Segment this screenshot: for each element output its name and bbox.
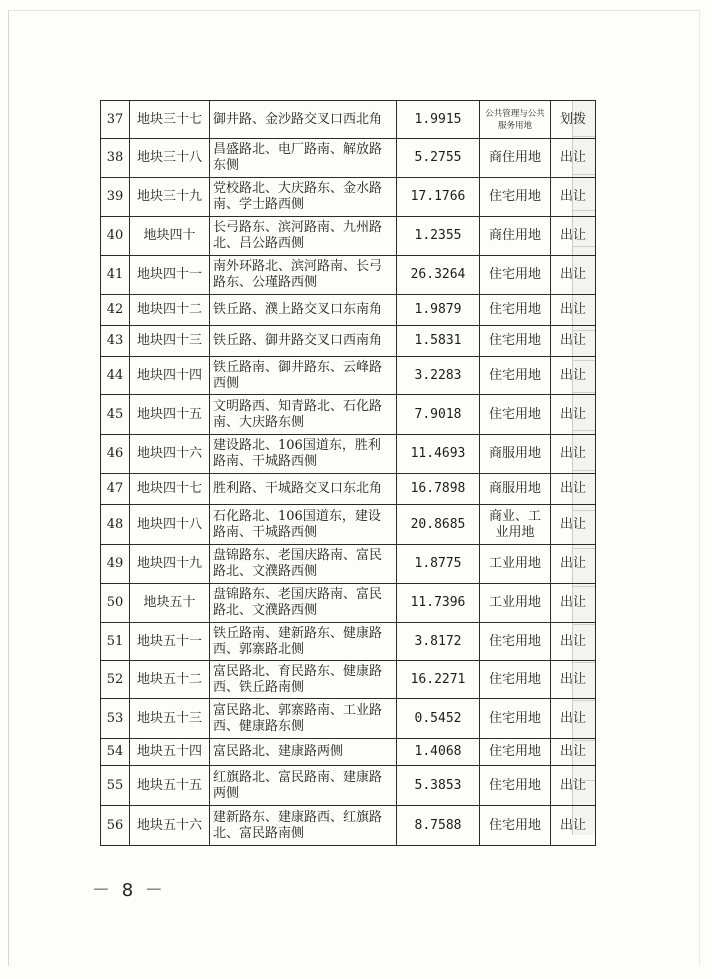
row-number: 47	[101, 474, 130, 505]
supply-method: 出让	[551, 699, 596, 739]
land-use: 住宅用地	[480, 256, 551, 295]
land-use: 住宅用地	[480, 806, 551, 846]
row-number: 40	[101, 217, 130, 256]
plot-name: 地块四十四	[130, 357, 210, 395]
plot-area: 3.8172	[397, 623, 480, 661]
supply-method: 出让	[551, 584, 596, 623]
row-number: 53	[101, 699, 130, 739]
plot-location: 胜利路、干城路交叉口东北角	[210, 474, 397, 505]
plot-name: 地块五十	[130, 584, 210, 623]
plot-location: 盘锦路东、老国庆路南、富民路北、文濮路西侧	[210, 545, 397, 584]
supply-method: 出让	[551, 739, 596, 766]
row-number: 42	[101, 295, 130, 326]
land-use: 商服用地	[480, 474, 551, 505]
table-row	[101, 766, 596, 806]
land-use: 住宅用地	[480, 395, 551, 435]
land-use: 工业用地	[480, 545, 551, 584]
plot-area: 5.3853	[397, 766, 480, 806]
table-row	[101, 178, 596, 217]
plot-location: 御井路、金沙路交叉口西北角	[210, 101, 397, 139]
table-row	[101, 545, 596, 584]
row-number: 39	[101, 178, 130, 217]
plot-area: 11.7396	[397, 584, 480, 623]
land-use: 公共管理与公共服务用地	[480, 101, 551, 139]
plot-area: 16.2271	[397, 661, 480, 699]
table-row	[101, 395, 596, 435]
plot-name: 地块四十八	[130, 505, 210, 545]
table-row	[101, 139, 596, 178]
land-use: 商服用地	[480, 435, 551, 474]
land-use: 住宅用地	[480, 295, 551, 326]
table-row	[101, 326, 596, 357]
plot-area: 5.2755	[397, 139, 480, 178]
plot-area: 1.9879	[397, 295, 480, 326]
plot-location: 文明路西、知青路北、石化路南、大庆路东侧	[210, 395, 397, 435]
table-row	[101, 357, 596, 395]
table-row	[101, 739, 596, 766]
plot-location: 建设路北、106国道东，胜利路南、干城路西侧	[210, 435, 397, 474]
plot-area: 26.3264	[397, 256, 480, 295]
plot-location: 长弓路东、滨河路南、九州路北、吕公路西侧	[210, 217, 397, 256]
table-row	[101, 505, 596, 545]
row-number: 50	[101, 584, 130, 623]
land-use: 住宅用地	[480, 326, 551, 357]
row-number: 41	[101, 256, 130, 295]
supply-method: 出让	[551, 505, 596, 545]
land-use: 住宅用地	[480, 661, 551, 699]
table-row	[101, 256, 596, 295]
supply-method: 出让	[551, 357, 596, 395]
supply-method: 出让	[551, 217, 596, 256]
table-row	[101, 217, 596, 256]
plot-location: 铁丘路、御井路交叉口西南角	[210, 326, 397, 357]
page-number: － 8 －	[92, 880, 166, 901]
plot-name: 地块五十五	[130, 766, 210, 806]
plot-area: 1.8775	[397, 545, 480, 584]
land-use: 商住用地	[480, 217, 551, 256]
plot-location: 铁丘路南、御井路东、云峰路西侧	[210, 357, 397, 395]
table-row	[101, 474, 596, 505]
plot-name: 地块三十九	[130, 178, 210, 217]
plot-area: 1.5831	[397, 326, 480, 357]
table-row	[101, 623, 596, 661]
plot-location: 南外环路北、滨河路南、长弓路东、公瑾路西侧	[210, 256, 397, 295]
row-number: 54	[101, 739, 130, 766]
land-use: 商住用地	[480, 139, 551, 178]
row-number: 44	[101, 357, 130, 395]
row-number: 38	[101, 139, 130, 178]
land-use: 住宅用地	[480, 623, 551, 661]
table-row	[101, 806, 596, 846]
land-use: 住宅用地	[480, 699, 551, 739]
row-number: 52	[101, 661, 130, 699]
row-number: 48	[101, 505, 130, 545]
plot-name: 地块五十六	[130, 806, 210, 846]
plot-name: 地块三十八	[130, 139, 210, 178]
supply-method: 出让	[551, 806, 596, 846]
table-row	[101, 295, 596, 326]
table-row	[101, 584, 596, 623]
table-row	[101, 661, 596, 699]
plot-location: 建新路东、建康路西、红旗路北、富民路南侧	[210, 806, 397, 846]
land-use: 住宅用地	[480, 178, 551, 217]
supply-method: 出让	[551, 178, 596, 217]
plot-name: 地块五十四	[130, 739, 210, 766]
plot-name: 地块五十二	[130, 661, 210, 699]
plot-area: 20.8685	[397, 505, 480, 545]
plot-name: 地块四十七	[130, 474, 210, 505]
plot-area: 16.7898	[397, 474, 480, 505]
plot-location: 富民路北、建康路两侧	[210, 739, 397, 766]
plot-area: 1.4068	[397, 739, 480, 766]
supply-method: 出让	[551, 623, 596, 661]
table-row	[101, 435, 596, 474]
row-number: 37	[101, 101, 130, 139]
supply-method: 出让	[551, 295, 596, 326]
row-number: 45	[101, 395, 130, 435]
row-number: 46	[101, 435, 130, 474]
plot-area: 8.7588	[397, 806, 480, 846]
supply-method: 出让	[551, 474, 596, 505]
land-use: 工业用地	[480, 584, 551, 623]
row-number: 56	[101, 806, 130, 846]
supply-method: 出让	[551, 326, 596, 357]
plot-area: 17.1766	[397, 178, 480, 217]
supply-method: 出让	[551, 545, 596, 584]
plot-location: 石化路北、106国道东，建设路南、干城路西侧	[210, 505, 397, 545]
supply-method: 出让	[551, 256, 596, 295]
plot-location: 富民路北、育民路东、健康路西、铁丘路南侧	[210, 661, 397, 699]
plot-name: 地块四十九	[130, 545, 210, 584]
land-plot-table	[100, 100, 596, 846]
land-use: 商业、工业用地	[480, 505, 551, 545]
land-use: 住宅用地	[480, 739, 551, 766]
plot-location: 党校路北、大庆路东、金水路南、学士路西侧	[210, 178, 397, 217]
plot-location: 昌盛路北、电厂路南、解放路东侧	[210, 139, 397, 178]
plot-name: 地块三十七	[130, 101, 210, 139]
plot-name: 地块四十三	[130, 326, 210, 357]
plot-location: 红旗路北、富民路南、建康路两侧	[210, 766, 397, 806]
plot-name: 地块五十一	[130, 623, 210, 661]
plot-area: 3.2283	[397, 357, 480, 395]
row-number: 43	[101, 326, 130, 357]
plot-area: 0.5452	[397, 699, 480, 739]
plot-location: 铁丘路、濮上路交叉口东南角	[210, 295, 397, 326]
plot-name: 地块四十五	[130, 395, 210, 435]
plot-location: 铁丘路南、建新路东、健康路西、郭寨路北侧	[210, 623, 397, 661]
supply-method: 出让	[551, 435, 596, 474]
supply-method: 出让	[551, 139, 596, 178]
row-number: 49	[101, 545, 130, 584]
plot-area: 11.4693	[397, 435, 480, 474]
row-number: 55	[101, 766, 130, 806]
plot-name: 地块五十三	[130, 699, 210, 739]
table-row	[101, 699, 596, 739]
plot-area: 1.9915	[397, 101, 480, 139]
plot-name: 地块四十六	[130, 435, 210, 474]
row-number: 51	[101, 623, 130, 661]
land-use: 住宅用地	[480, 357, 551, 395]
plot-location: 盘锦路东、老国庆路南、富民路北、文濮路西侧	[210, 584, 397, 623]
plot-name: 地块四十二	[130, 295, 210, 326]
plot-name: 地块四十	[130, 217, 210, 256]
supply-method: 划拨	[551, 101, 596, 139]
plot-area: 1.2355	[397, 217, 480, 256]
plot-location: 富民路北、郭寨路南、工业路西、健康路东侧	[210, 699, 397, 739]
plot-name: 地块四十一	[130, 256, 210, 295]
supply-method: 出让	[551, 766, 596, 806]
land-use: 住宅用地	[480, 766, 551, 806]
table-row	[101, 101, 596, 139]
supply-method: 出让	[551, 661, 596, 699]
plot-area: 7.9018	[397, 395, 480, 435]
supply-method: 出让	[551, 395, 596, 435]
